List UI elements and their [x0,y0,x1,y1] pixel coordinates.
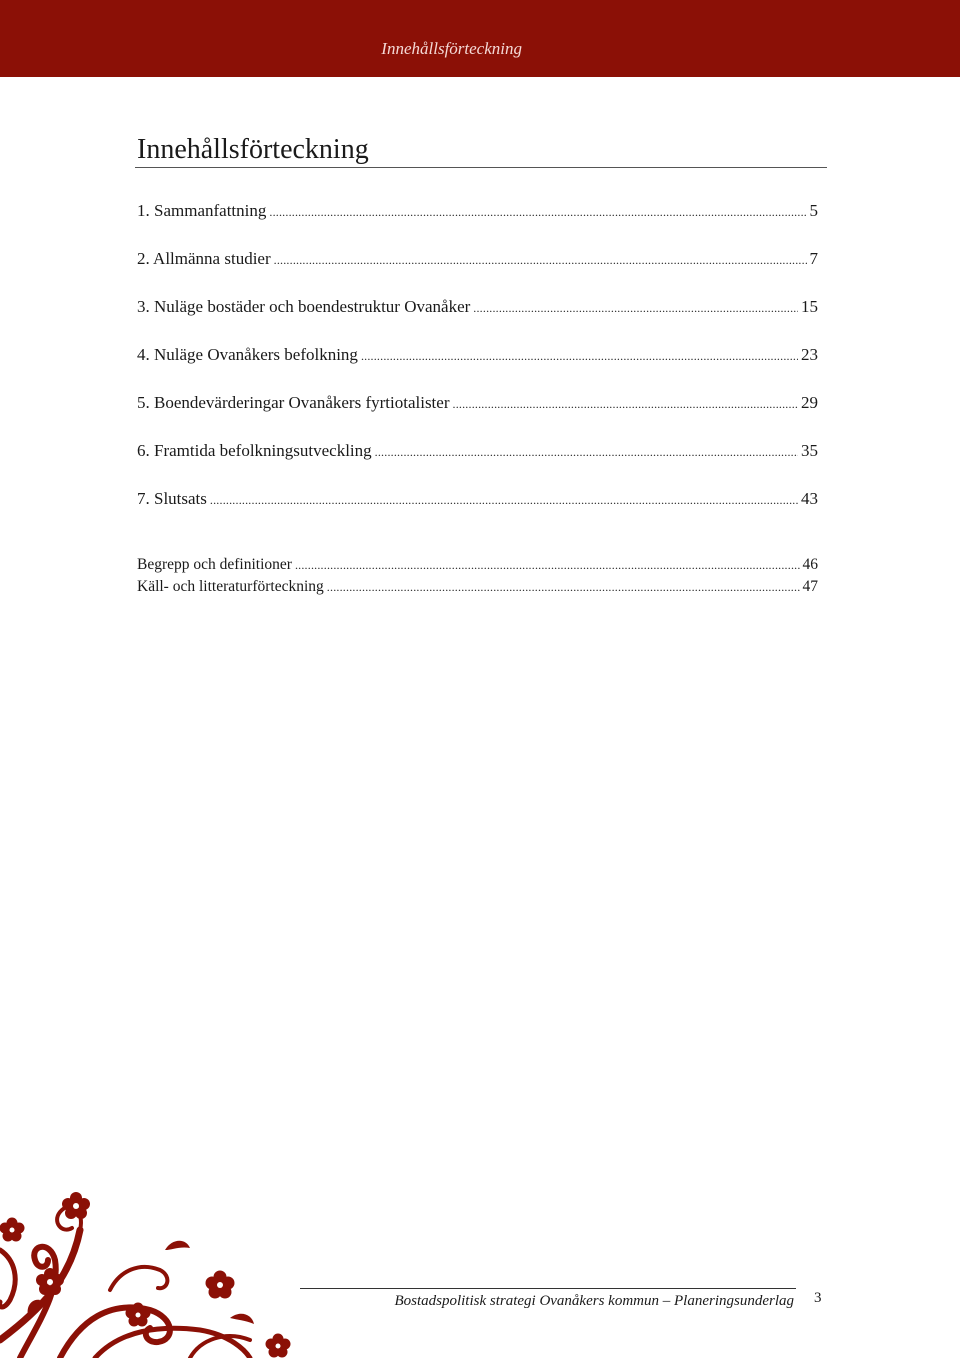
toc-appendix-entry[interactable] [137,578,818,598]
toc-entry[interactable] [137,489,818,511]
toc-entry[interactable] [137,297,818,319]
toc-entry-label: 5. Boendevärderingar Ovanåkers fyrtiotalister [137,393,450,412]
toc-dot-leader [269,205,806,220]
toc-entry-label: 6. Framtida befolkningsutveckling [137,441,372,460]
running-header-title: Innehållsförteckning [381,39,522,58]
toc-entry-page: 15 [801,297,818,316]
toc-entry-page: 47 [802,578,818,595]
toc-entry[interactable] [137,345,818,367]
toc-entry-page: 46 [802,556,818,573]
footer-page-number: 3 [814,1290,822,1306]
toc-entry[interactable] [137,441,818,463]
toc-entry-label: 1. Sammanfattning [137,201,267,220]
header-bar [0,0,960,77]
toc-entry-label: Begrepp och definitioner [137,556,292,573]
toc-entry-page: 7 [809,249,818,268]
toc-entry[interactable] [137,393,818,415]
toc-entry-page: 29 [801,393,818,412]
toc-entry-label: 7. Slutsats [137,489,207,508]
title-divider [135,167,827,168]
toc-dot-leader [295,558,800,573]
footer-divider [300,1288,796,1289]
toc-entry-label: Käll- och litteraturförteckning [137,578,324,595]
toc-entry-page: 5 [809,201,818,220]
toc-dot-leader [453,397,799,412]
toc-dot-leader [210,493,798,508]
toc-entry-label: 2. Allmänna studier [137,249,271,268]
toc-entry-page: 35 [801,441,818,460]
toc-entry-label: 3. Nuläge bostäder och boendestruktur Ovanåker [137,297,471,316]
toc-dot-leader [327,580,800,595]
toc-dot-leader [274,253,807,268]
toc-dot-leader [473,301,798,316]
toc-entry-label: 4. Nuläge Ovanåkers befolkning [137,345,358,364]
toc-entry[interactable] [137,249,818,271]
toc-appendix-entry[interactable] [137,556,818,576]
toc-dot-leader [361,349,798,364]
toc-entry-page: 43 [801,489,818,508]
footer-document-title: Bostadspolitisk strategi Ovanåkers kommun – Planeringsunderlag [394,1293,794,1309]
toc-entry-page: 23 [801,345,818,364]
page-title: Innehållsförteckning [137,134,369,165]
floral-ornament-icon [0,1190,296,1358]
toc-dot-leader [375,445,798,460]
toc-entry[interactable] [137,201,818,223]
